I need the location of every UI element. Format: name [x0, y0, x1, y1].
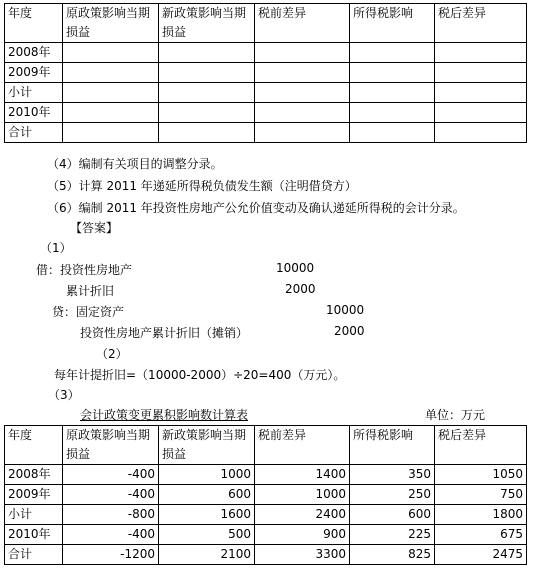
year-cell: 合计: [5, 545, 63, 565]
table-row: [5, 505, 527, 525]
header-pretax-diff: 税前差异: [255, 4, 350, 43]
table-row: [5, 485, 527, 505]
header-tax-impact: 所得税影响: [350, 426, 435, 465]
year-cell: 合计: [5, 123, 63, 143]
year-cell: 2008年: [5, 465, 63, 485]
pretax-diff-cell: 3300: [255, 545, 350, 565]
empty-cell: [255, 43, 350, 63]
pretax-diff-cell: 2400: [255, 505, 350, 525]
year-cell: 2009年: [5, 63, 63, 83]
empty-cell: [350, 63, 435, 83]
year-cell: 2008年: [5, 43, 63, 63]
aftertax-diff-cell: 750: [435, 485, 527, 505]
old-policy-cell: -400: [63, 485, 159, 505]
empty-cell: [255, 83, 350, 103]
year-cell: 小计: [5, 505, 63, 525]
new-policy-cell: 500: [159, 525, 255, 545]
credit-line-amount: 10000: [326, 303, 365, 317]
acc-dep-amount: 2000: [285, 282, 316, 296]
empty-cell: [159, 123, 255, 143]
empty-cell: [350, 123, 435, 143]
credit-line-label: 贷：固定资产: [52, 305, 125, 319]
credit2-line-amount: 2000: [334, 324, 365, 338]
old-policy-cell: -1200: [63, 545, 159, 565]
header-new-policy: 新政策影响当期损益: [159, 4, 255, 43]
old-policy-cell: -400: [63, 465, 159, 485]
empty-cell: [159, 83, 255, 103]
cumulative-effect-table: [4, 425, 527, 565]
table-row: [5, 83, 527, 103]
question-6: （6）编制 2011 年投资性房地产公允价值变动及确认递延所得税的会计分录。: [47, 201, 465, 215]
tax-impact-cell: 350: [350, 465, 435, 485]
debit-line-label: 借：投资性房地产: [36, 263, 133, 277]
empty-cell: [159, 43, 255, 63]
empty-cell: [435, 123, 527, 143]
header-old-policy: 原政策影响当期损益: [63, 4, 159, 43]
empty-cell: [435, 63, 527, 83]
header-pretax-diff: 税前差异: [255, 426, 350, 465]
table-row: [5, 43, 527, 63]
pretax-diff-cell: 900: [255, 525, 350, 545]
empty-cell: [435, 103, 527, 123]
table-row: [5, 545, 527, 565]
part-3-label: （3）: [48, 388, 80, 402]
header-old-policy: 原政策影响当期损益: [63, 426, 159, 465]
acc-dep-label: 累计折旧: [66, 284, 115, 298]
empty-cell: [435, 83, 527, 103]
aftertax-diff-cell: 1050: [435, 465, 527, 485]
empty-impact-table: [4, 3, 527, 143]
table-header-row: [5, 4, 527, 43]
tax-impact-cell: 825: [350, 545, 435, 565]
header-year: 年度: [5, 4, 63, 43]
old-policy-cell: -400: [63, 525, 159, 545]
question-4: （4）编制有关项目的调整分录。: [47, 157, 223, 171]
old-policy-cell: -800: [63, 505, 159, 525]
tax-impact-cell: 225: [350, 525, 435, 545]
empty-cell: [63, 63, 159, 83]
new-policy-cell: 1600: [159, 505, 255, 525]
empty-cell: [63, 43, 159, 63]
table-row: [5, 103, 527, 123]
header-tax-impact: 所得税影响: [350, 4, 435, 43]
tax-impact-cell: 600: [350, 505, 435, 525]
new-policy-cell: 600: [159, 485, 255, 505]
pretax-diff-cell: 1400: [255, 465, 350, 485]
question-5: （5）计算 2011 年递延所得税负债发生额（注明借贷方）: [47, 179, 357, 193]
empty-cell: [255, 123, 350, 143]
empty-cell: [159, 103, 255, 123]
header-aftertax-diff: 税后差异: [435, 426, 527, 465]
pretax-diff-cell: 1000: [255, 485, 350, 505]
empty-cell: [350, 83, 435, 103]
credit2-line-label: 投资性房地产累计折旧（摊销）: [80, 326, 249, 340]
year-cell: 2010年: [5, 103, 63, 123]
empty-cell: [255, 103, 350, 123]
debit-line-amount: 10000: [276, 261, 315, 275]
table-row: [5, 123, 527, 143]
table-row: [5, 63, 527, 83]
new-policy-cell: 2100: [159, 545, 255, 565]
table-header-row: [5, 426, 527, 465]
aftertax-diff-cell: 1800: [435, 505, 527, 525]
empty-cell: [63, 103, 159, 123]
aftertax-diff-cell: 675: [435, 525, 527, 545]
year-cell: 小计: [5, 83, 63, 103]
empty-cell: [350, 43, 435, 63]
table-row: [5, 525, 527, 545]
table-row: [5, 465, 527, 485]
aftertax-diff-cell: 2475: [435, 545, 527, 565]
empty-cell: [350, 103, 435, 123]
empty-cell: [255, 63, 350, 83]
header-year: 年度: [5, 426, 63, 465]
empty-cell: [159, 63, 255, 83]
answer-label: 【答案】: [70, 221, 119, 235]
header-new-policy: 新政策影响当期损益: [159, 426, 255, 465]
depreciation-calc: 每年计提折旧=（10000-2000）÷20=400（万元）。: [54, 368, 346, 382]
tax-impact-cell: 250: [350, 485, 435, 505]
part-2-label: （2）: [96, 347, 128, 361]
part-1-label: （1）: [40, 241, 72, 255]
table2-title: 会计政策变更累积影响数计算表: [80, 408, 249, 422]
empty-cell: [63, 83, 159, 103]
header-aftertax-diff: 税后差异: [435, 4, 527, 43]
year-cell: 2010年: [5, 525, 63, 545]
empty-cell: [63, 123, 159, 143]
new-policy-cell: 1000: [159, 465, 255, 485]
table2-unit: 单位：万元: [425, 408, 486, 422]
empty-cell: [435, 43, 527, 63]
year-cell: 2009年: [5, 485, 63, 505]
